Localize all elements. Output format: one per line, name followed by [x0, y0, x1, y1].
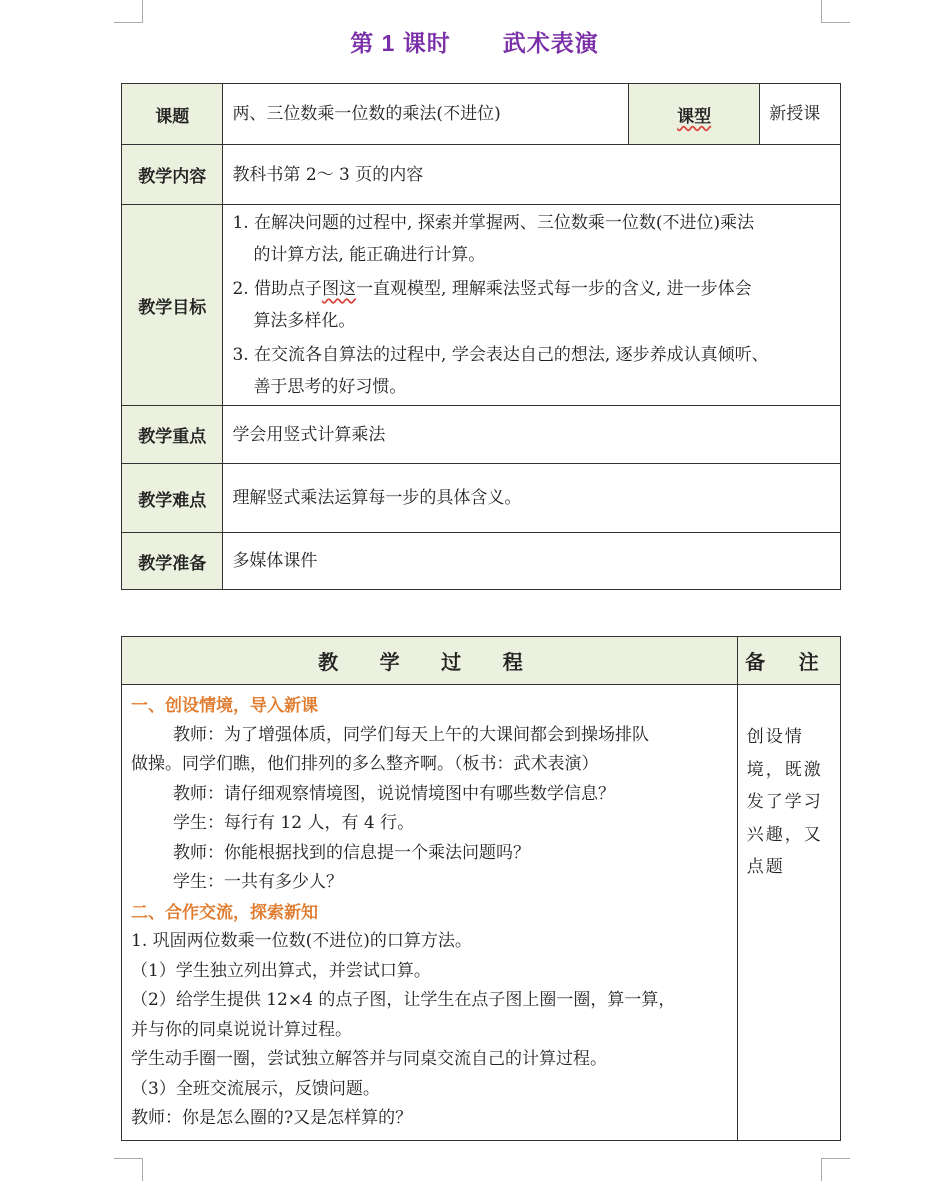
- process-line: （2）给学生提供 12×4 的点子图，让学生在点子图上圈一圈，算一算，: [131, 990, 676, 1010]
- topic-label: 课题: [122, 84, 223, 145]
- note-line: 境，既激: [746, 759, 823, 780]
- goal-item: [232, 207, 831, 271]
- prep-label: 教学准备: [122, 533, 223, 590]
- note-line: 发了学习: [746, 792, 823, 812]
- goal-text: 3. 在交流各自算法的过程中, 学会表达自己的想法, 逐步养成认真倾听、: [232, 345, 769, 365]
- process-line: 教师：请仔细观察情境图，说说情境图中有哪些数学信息？: [173, 783, 615, 804]
- type-label-text: 课型: [677, 106, 712, 126]
- goal-text-marked: 图这: [322, 279, 357, 299]
- goals-row: [122, 205, 841, 406]
- goal-text-cont: 的计算方法, 能正确进行计算。: [253, 245, 486, 265]
- process-line: 做操。同学们瞧，他们排列的多么整齐啊。（板书：武术表演）: [131, 754, 599, 774]
- prep-row: [122, 533, 841, 590]
- difficult-value: 理解竖式乘法运算每一步的具体含义。: [223, 464, 841, 533]
- section-heading: 一、创设情境，导入新课: [131, 696, 318, 715]
- topic-row: [122, 84, 841, 145]
- topic-value: 两、三位数乘一位数的乘法(不进位): [223, 84, 629, 145]
- lesson-info-table: [121, 83, 841, 590]
- goal-text-cont: 算法多样化。: [253, 311, 356, 331]
- process-line: 教师：你是怎么圈的?又是怎样算的？: [131, 1108, 413, 1128]
- note-line: 兴趣，又: [746, 824, 823, 845]
- goal-text: 2. 借助点子: [232, 279, 323, 299]
- difficult-row: [122, 464, 841, 533]
- notes-cell: [737, 685, 840, 1141]
- prep-value: 多媒体课件: [223, 533, 841, 590]
- process-body-row: [122, 685, 841, 1141]
- process-line: 学生：一共有多少人？: [173, 872, 343, 892]
- goals-list: [223, 205, 841, 406]
- goal-item: [232, 273, 831, 337]
- process-line: 1. 巩固两位数乘一位数(不进位)的口算方法。: [131, 931, 472, 951]
- process-line: 学生动手圈一圈，尝试独立解答并与同桌交流自己的计算过程。: [131, 1049, 607, 1069]
- key-row: [122, 406, 841, 464]
- content-row: [122, 145, 841, 205]
- process-line: 并与你的同桌说说计算过程。: [131, 1019, 352, 1040]
- note-line: 点题: [746, 857, 785, 877]
- difficult-label: 教学难点: [122, 464, 223, 533]
- process-line: 教师：为了增强体质，同学们每天上午的大课间都会到操场排队: [173, 724, 649, 745]
- process-line: （3）全班交流展示，反馈问题。: [131, 1078, 380, 1099]
- goal-item: [232, 339, 831, 403]
- lesson-topic: 武术表演: [502, 30, 599, 56]
- process-line: 学生：每行有 12 人，有 4 行。: [173, 813, 415, 833]
- type-value: 新授课: [760, 84, 841, 145]
- process-header: 教 学 过 程: [122, 637, 738, 685]
- process-body: [122, 685, 738, 1141]
- goals-label: 教学目标: [122, 205, 223, 406]
- notes-header: 备 注: [737, 637, 840, 685]
- content-value: 教科书第 2～ 3 页的内容: [223, 145, 841, 205]
- key-value: 学会用竖式计算乘法: [223, 406, 841, 464]
- section-heading: 二、合作交流，探索新知: [131, 902, 318, 922]
- type-label: [629, 84, 760, 145]
- content-label: 教学内容: [122, 145, 223, 205]
- corner-mark-top-left: [114, 0, 143, 23]
- goal-text: 1. 在解决问题的过程中, 探索并掌握两、三位数乘一位数(不进位)乘法: [232, 213, 755, 233]
- corner-mark-top-right: [821, 0, 850, 23]
- key-label: 教学重点: [122, 406, 223, 464]
- page-title: [0, 25, 949, 58]
- teaching-process-table: [121, 636, 841, 1141]
- lesson-number: 第 1 课时: [350, 30, 451, 56]
- goal-text: 一直观模型, 理解乘法竖式每一步的含义, 进一步体会: [356, 279, 752, 299]
- process-line: 教师：你能根据找到的信息提一个乘法问题吗？: [173, 842, 530, 863]
- note-line: 创设情: [746, 727, 804, 747]
- process-header-row: [122, 637, 841, 685]
- corner-mark-bottom-right: [821, 1158, 850, 1181]
- corner-mark-bottom-left: [114, 1158, 143, 1181]
- goal-text-cont: 善于思考的好习惯。: [253, 377, 407, 397]
- process-line: （1）学生独立列出算式，并尝试口算。: [131, 960, 431, 981]
